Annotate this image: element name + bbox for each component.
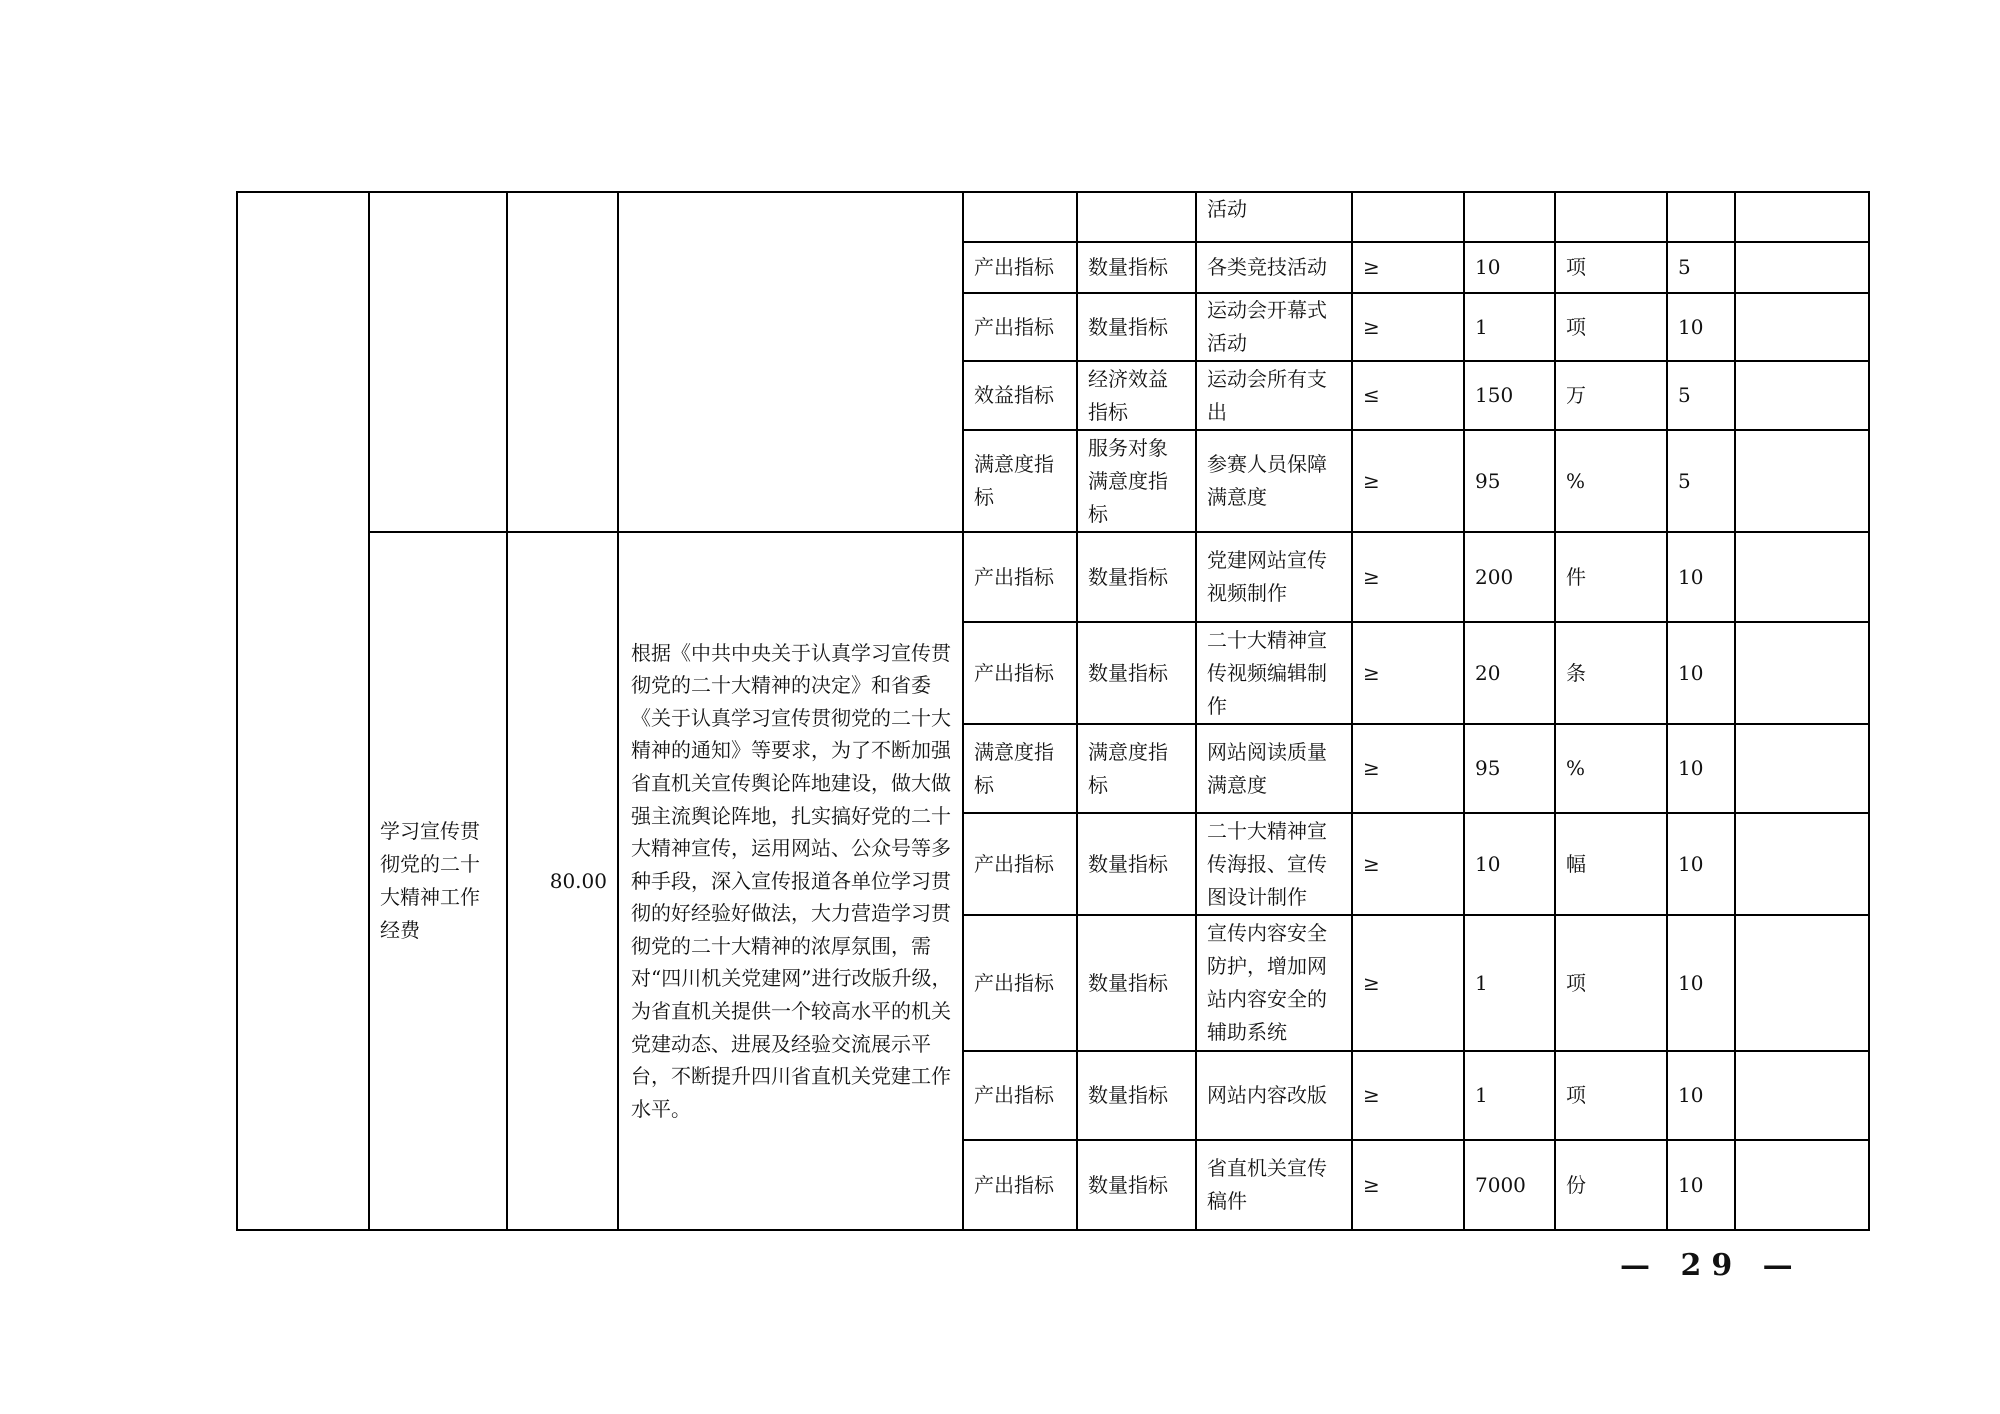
indicator-cell [963,192,1077,242]
remark-cell [1735,622,1869,724]
content-cell: 活动 [1196,192,1352,242]
value-cell: 1 [1464,1051,1555,1140]
operator-cell: ≤ [1352,361,1464,430]
indicator-cell: 满意度指标 [963,724,1077,813]
unit-cell: 项 [1555,293,1667,361]
remark-cell [1735,430,1869,532]
score-cell: 10 [1667,915,1735,1051]
prev-project-name-cell [369,192,507,532]
sub-indicator-cell: 数量指标 [1077,622,1196,724]
sub-indicator-cell: 满意度指标 [1077,724,1196,813]
unit-cell [1555,192,1667,242]
unit-cell: 件 [1555,532,1667,622]
remark-cell [1735,293,1869,361]
score-cell [1667,192,1735,242]
score-cell: 5 [1667,430,1735,532]
score-cell: 10 [1667,622,1735,724]
sub-indicator-cell: 数量指标 [1077,293,1196,361]
indicator-cell: 产出指标 [963,293,1077,361]
value-cell: 10 [1464,242,1555,293]
operator-cell: ≥ [1352,813,1464,915]
indicator-cell: 产出指标 [963,813,1077,915]
sub-indicator-cell: 数量指标 [1077,242,1196,293]
value-cell: 7000 [1464,1140,1555,1230]
operator-cell: ≥ [1352,622,1464,724]
unit-cell: 项 [1555,242,1667,293]
content-cell: 二十大精神宣传视频编辑制作 [1196,622,1352,724]
project-description-cell: 根据《中共中央关于认真学习宣传贯彻党的二十大精神的决定》和省委《关于认真学习宣传贯彻党的二十大精神的通知》等要求，为了不断加强省直机关宣传舆论阵地建设，做大做强主流舆论阵地，扎实搞好党的二十大精神宣传，运用网站、公众号等多种手段，深入宣传报道各单位学习贯彻的好经验好做法，大力营造学习贯彻党的二十大精神的浓厚氛围，需对“四川机关党建网”进行改版升级，为省直机关提供一个较高水平的机关党建动态、进展及经验交流展示平台，不断提升四川省直机关党建工作水平。 [618,532,963,1230]
unit-cell: 幅 [1555,813,1667,915]
indicator-cell: 产出指标 [963,915,1077,1051]
indicator-cell: 产出指标 [963,1140,1077,1230]
content-cell: 二十大精神宣传海报、宣传图设计制作 [1196,813,1352,915]
operator-cell: ≥ [1352,532,1464,622]
content-cell: 党建网站宣传视频制作 [1196,532,1352,622]
operator-cell: ≥ [1352,242,1464,293]
sub-indicator-cell: 服务对象满意度指标 [1077,430,1196,532]
operator-cell: ≥ [1352,915,1464,1051]
value-cell: 95 [1464,430,1555,532]
value-cell: 150 [1464,361,1555,430]
remark-cell [1735,1140,1869,1230]
score-cell: 10 [1667,293,1735,361]
value-cell: 1 [1464,915,1555,1051]
unit-cell: 条 [1555,622,1667,724]
content-cell: 网站内容改版 [1196,1051,1352,1140]
page-number: — 29 — [1620,1248,1803,1283]
content-cell: 各类竞技活动 [1196,242,1352,293]
content-cell: 省直机关宣传稿件 [1196,1140,1352,1230]
project-name-cell: 学习宣传贯彻党的二十大精神工作经费 [369,532,507,1230]
score-cell: 10 [1667,813,1735,915]
value-cell: 95 [1464,724,1555,813]
sub-indicator-cell: 数量指标 [1077,1051,1196,1140]
unit-cell: % [1555,724,1667,813]
score-cell: 10 [1667,1051,1735,1140]
operator-cell: ≥ [1352,1051,1464,1140]
remark-cell [1735,361,1869,430]
remark-cell [1735,813,1869,915]
sub-indicator-cell: 数量指标 [1077,915,1196,1051]
content-cell: 运动会所有支出 [1196,361,1352,430]
indicator-cell: 产出指标 [963,1051,1077,1140]
value-cell [1464,192,1555,242]
indicator-cell: 满意度指标 [963,430,1077,532]
prev-project-description-cell [618,192,963,532]
value-cell: 1 [1464,293,1555,361]
indicator-cell: 产出指标 [963,532,1077,622]
unit-cell [237,192,369,1230]
operator-cell: ≥ [1352,1140,1464,1230]
sub-indicator-cell: 数量指标 [1077,813,1196,915]
content-cell: 运动会开幕式活动 [1196,293,1352,361]
sub-indicator-cell: 数量指标 [1077,532,1196,622]
value-cell: 20 [1464,622,1555,724]
table-row [237,532,1869,622]
content-cell: 参赛人员保障满意度 [1196,430,1352,532]
performance-indicator-table [236,191,1870,1231]
score-cell: 5 [1667,361,1735,430]
project-amount-cell: 80.00 [507,532,618,1230]
score-cell: 10 [1667,724,1735,813]
value-cell: 200 [1464,532,1555,622]
unit-cell: 万 [1555,361,1667,430]
sub-indicator-cell: 经济效益指标 [1077,361,1196,430]
score-cell: 5 [1667,242,1735,293]
prev-project-amount-cell [507,192,618,532]
operator-cell: ≥ [1352,430,1464,532]
remark-cell [1735,915,1869,1051]
score-cell: 10 [1667,532,1735,622]
unit-cell: 项 [1555,1051,1667,1140]
content-cell: 网站阅读质量满意度 [1196,724,1352,813]
remark-cell [1735,242,1869,293]
remark-cell [1735,1051,1869,1140]
sub-indicator-cell: 数量指标 [1077,1140,1196,1230]
table-row [237,192,1869,242]
remark-cell [1735,724,1869,813]
indicator-cell: 产出指标 [963,622,1077,724]
sub-indicator-cell [1077,192,1196,242]
operator-cell [1352,192,1464,242]
indicator-cell: 效益指标 [963,361,1077,430]
unit-cell: 项 [1555,915,1667,1051]
score-cell: 10 [1667,1140,1735,1230]
value-cell: 10 [1464,813,1555,915]
unit-cell: % [1555,430,1667,532]
remark-cell [1735,192,1869,242]
content-cell: 宣传内容安全防护，增加网站内容安全的辅助系统 [1196,915,1352,1051]
indicator-cell: 产出指标 [963,242,1077,293]
unit-cell: 份 [1555,1140,1667,1230]
operator-cell: ≥ [1352,724,1464,813]
operator-cell: ≥ [1352,293,1464,361]
remark-cell [1735,532,1869,622]
